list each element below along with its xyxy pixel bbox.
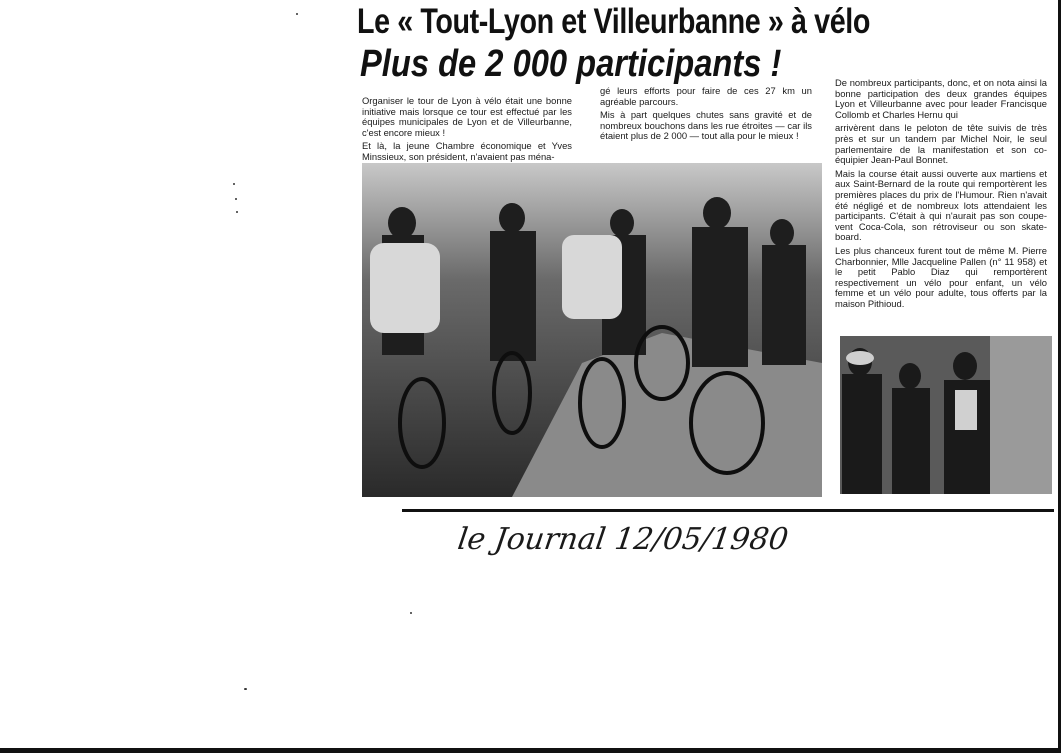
headline: Le « Tout-Lyon et Villeurbanne » à vélo: [357, 2, 870, 41]
subheadline: Plus de 2 000 participants !: [360, 43, 782, 85]
scan-edge-bottom: [0, 748, 1061, 753]
article-column-1: [362, 96, 572, 166]
scan-speck: [236, 211, 238, 213]
scan-speck: [296, 13, 298, 15]
paragraph: Et là, la jeune Chambre économique et Yves Minssieux, son président, n'avaient pas ména-: [362, 140, 572, 162]
scan-speck: [244, 688, 247, 690]
paragraph: Les plus chanceux furent tout de même M. Pierre Charbonnier, Mlle Jacqueline Pallen (n° 11 958) et le petit Pablo Diaz qui remportèrent respectivement un vélo pour enfant, un vélo femme et un vélo pour adulte, tous offerts par la maison Pithioud.: [835, 244, 1047, 309]
cyclists-photo: [362, 163, 822, 497]
scan-speck: [235, 198, 237, 200]
scan-speck: [233, 183, 235, 185]
scan-speck: [410, 612, 412, 614]
paragraph: De nombreux participants, donc, et on nota ainsi la bonne participation des deux grandes équipes Lyon et Villeurbanne avec pour leader Francisque Collomb et Charles Hernu qui: [835, 77, 1047, 120]
article-column-3: [835, 78, 1047, 312]
paragraph: Mais la course était aussi ouverte aux martiens et aux Saint-Bernard de la route qui remportèrent les premières places du prix de l'Humour. Rien n'avait été négligé et de nombreux lots attendaient les participants. C'était à qui n'aurait pas son coupe-vent Coca-Cola, son rétroviseur ou son skate-board.: [835, 167, 1047, 243]
handwritten-source-note: le Journal 12/05/1980: [455, 522, 791, 557]
article-column-2: [600, 86, 812, 145]
divider-rule: [402, 509, 1054, 512]
paragraph: Organiser le tour de Lyon à vélo était une bonne initiative mais lorsque ce tour est effectué par les équipes municipales de Lyon et de Villeurbanne, c'est encore mieux !: [362, 95, 572, 138]
paragraph: gé leurs efforts pour faire de ces 27 km un agréable parcours.: [600, 85, 812, 107]
paragraph: Mis à part quelques chutes sans gravité et de nombreux bouchons dans les rue étroites — car ils étaient plus de 2 000 — tout alla pour le mieux !: [600, 109, 812, 142]
crowd-photo: [840, 336, 1052, 494]
paragraph: arrivèrent dans le peloton de tête suivis de très près et sur un tandem par Michel Noir, le seul parlementaire de la manifestation et son co-équipier Jean-Paul Bonnet.: [835, 122, 1047, 166]
